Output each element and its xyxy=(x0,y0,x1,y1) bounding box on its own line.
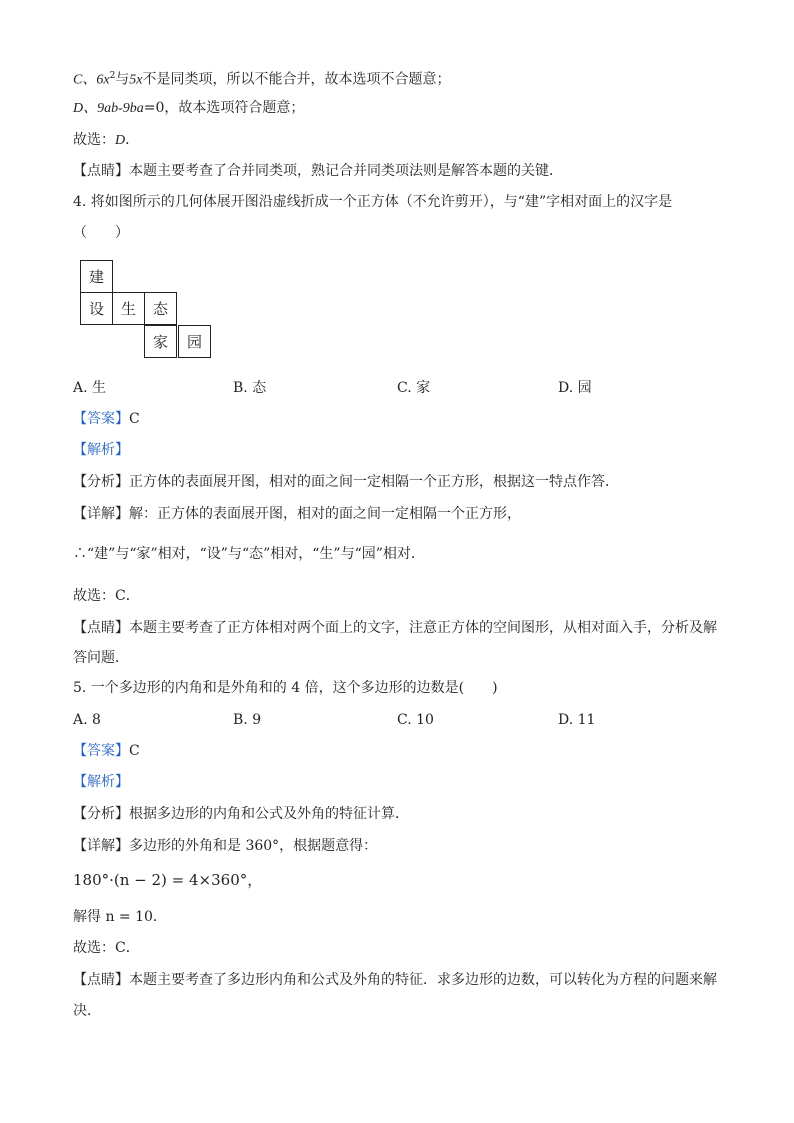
answer-value: C xyxy=(129,743,140,759)
fenxi-text: 根据多边形的内角和公式及外角的特征计算． xyxy=(129,806,409,822)
analysis-tag: 【解析】 xyxy=(73,774,129,790)
expr-9ab: 9ab-9ba xyxy=(97,101,144,116)
q5-dianjing xyxy=(73,970,717,990)
q5-option-b: B. 9 xyxy=(233,712,262,728)
fenxi-tag: 【分析】 xyxy=(73,474,129,490)
dianjing-tag: 【点睛】 xyxy=(73,163,129,179)
dianjing-tag: 【点睛】 xyxy=(73,972,129,988)
q4-xiangjie xyxy=(73,504,521,524)
answer-tag: 【答案】 xyxy=(73,743,129,759)
option-d-label: D、 xyxy=(73,101,98,116)
net-cell-sheng: 生 xyxy=(112,292,145,325)
net-cell-yuan: 园 xyxy=(178,325,211,358)
q5-answer xyxy=(73,741,140,761)
answer-tag: 【答案】 xyxy=(73,411,129,427)
cube-net-figure xyxy=(78,260,212,360)
option-c-label: C、 xyxy=(73,72,97,88)
c-conclusion: 不是同类项，所以不能合并，故本选项不合题意； xyxy=(142,71,451,88)
q4-therefore: ∴“建”与“家”相对，“设”与“态”相对，“生”与“园”相对． xyxy=(73,546,425,562)
net-cell-she: 设 xyxy=(80,292,113,325)
answer-value: C xyxy=(129,411,140,427)
dianjing-tag: 【点睛】 xyxy=(73,620,129,636)
q5-option-a: A. 8 xyxy=(73,712,101,728)
q4-dianjing xyxy=(73,618,717,638)
net-cell-jian: 建 xyxy=(80,260,113,293)
fenxi-text: 正方体的表面展开图，相对的面之间一定相隔一个正方形，根据这一特点作答． xyxy=(129,474,619,490)
analysis-tag: 【解析】 xyxy=(73,442,129,458)
q5-question: 5. 一个多边形的内角和是外角和的 4 倍，这个多边形的边数是( ) xyxy=(73,680,498,696)
xiangjie-tag: 【详解】 xyxy=(73,838,129,854)
q3-choose xyxy=(73,130,139,151)
note-text: 本题主要考查了正方体相对两个面上的文字，注意正方体的空间图形，从相对面入手，分析及解 xyxy=(129,620,717,636)
q5-analysis-heading xyxy=(73,772,129,792)
net-cell-tai: 态 xyxy=(144,292,177,325)
d-conclusion: =0，故本选项符合题意； xyxy=(143,100,305,116)
option-c-explanation xyxy=(73,66,451,91)
q4-analysis-heading xyxy=(73,440,129,460)
note-text: 本题主要考查了多边形内角和公式及外角的特征．求多边形的边数，可以转化为方程的问题来解 xyxy=(129,972,717,988)
note-text: 本题主要考查了合并同类项，熟记合并同类项法则是解答本题的关键． xyxy=(129,163,563,179)
q4-option-b: B. 态 xyxy=(233,380,267,396)
choose-value: D xyxy=(115,133,126,148)
q5-option-c: C. 10 xyxy=(397,712,434,728)
choose-end: ． xyxy=(125,132,140,148)
q5-option-d: D. 11 xyxy=(558,712,596,728)
xiangjie-text: 多边形的外角和是 360°，根据题意得： xyxy=(129,838,378,854)
q4-dianjing-cont: 答问题． xyxy=(73,650,129,666)
q5-xiangjie xyxy=(73,836,377,856)
superscript: 2 xyxy=(109,71,116,81)
q4-fenxi xyxy=(73,472,619,492)
q3-note xyxy=(73,161,563,181)
q5-fenxi xyxy=(73,804,409,824)
q4-answer xyxy=(73,409,140,429)
fenxi-tag: 【分析】 xyxy=(73,806,129,822)
expr-6x2: 6x xyxy=(96,72,110,88)
xiangjie-text: 解：正方体的表面展开图，相对的面之间一定相隔一个正方形， xyxy=(129,506,521,522)
net-cell-jia: 家 xyxy=(144,325,177,358)
q4-choose: 故选：C． xyxy=(73,588,140,604)
option-d-explanation xyxy=(73,98,304,119)
q5-solve: 解得 n = 10． xyxy=(73,909,167,925)
q4-option-c: C. 家 xyxy=(397,380,431,396)
q5-dianjing-cont: 决． xyxy=(73,1003,101,1019)
q4-question: 4. 将如图所示的几何体展开图沿虚线折成一个正方体（不允许剪开），与“建”字相对面上的汉字是 xyxy=(73,194,673,210)
xiangjie-tag: 【详解】 xyxy=(73,506,129,522)
connector: 与 xyxy=(115,71,130,88)
q4-option-d: D. 园 xyxy=(558,380,592,396)
choose-prefix: 故选： xyxy=(73,132,115,148)
q5-equation: 180°·(n − 2) = 4×360°， xyxy=(73,871,263,889)
expr-5x: 5x xyxy=(129,72,143,88)
q4-paren: （ ） xyxy=(73,225,129,241)
q5-choose: 故选：C． xyxy=(73,940,140,956)
q4-option-a: A. 生 xyxy=(73,380,107,396)
